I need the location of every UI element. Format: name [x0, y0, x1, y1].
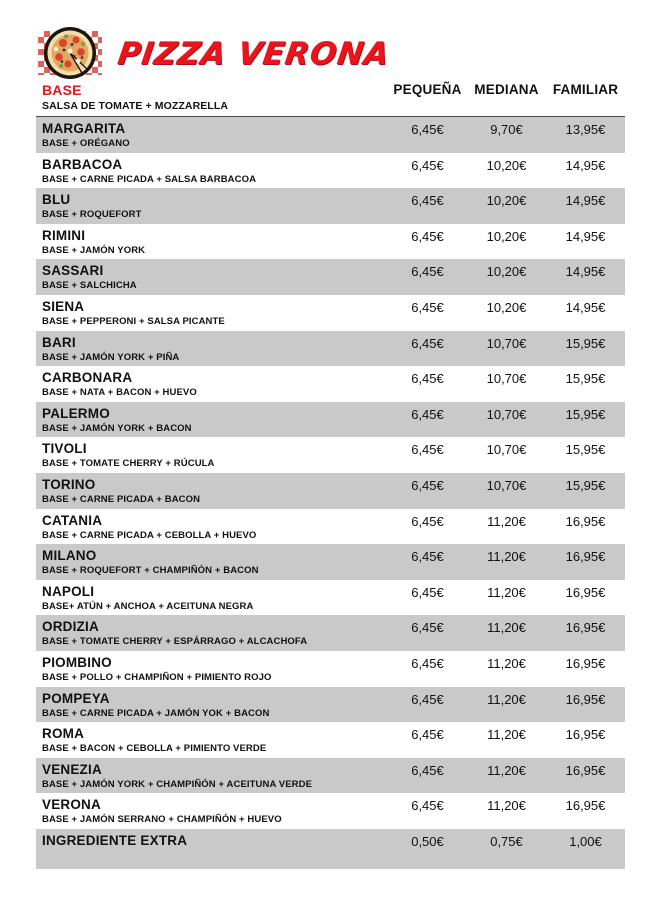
menu-row [36, 295, 625, 331]
price-mediana: 11,20€ [487, 620, 526, 636]
pizza-icon [38, 26, 102, 82]
pizza-ingredients: BASE + NATA + BACON + HUEVO [42, 387, 197, 399]
menu-row [36, 259, 625, 295]
menu-row [36, 793, 625, 829]
pizza-cell [36, 405, 388, 438]
menu-row [36, 117, 625, 153]
pizza-ingredients: BASE + CARNE PICADA + CEBOLLA + HUEVO [42, 529, 257, 541]
price-familiar: 16,95€ [565, 691, 606, 707]
pizza-name: CARBONARA [42, 370, 133, 386]
pizza-ingredients: BASE + JAMÓN YORK + PIÑA [42, 351, 180, 363]
menu-row [36, 580, 625, 616]
pizza-name: TIVOLI [42, 441, 87, 457]
pizza-name: INGREDIENTE EXTRA [42, 832, 188, 848]
pizza-name: PALERMO [42, 405, 110, 421]
price-pequena: 6,45€ [411, 655, 444, 671]
price-mediana: 11,20€ [487, 691, 526, 707]
menu-row [36, 366, 625, 402]
pizza-name: BLU [42, 192, 71, 208]
pizza-cell [36, 191, 388, 224]
menu-row [36, 153, 625, 189]
price-familiar: 16,95€ [565, 584, 606, 600]
pizza-ingredients: BASE + PEPPERONI + SALSA PICANTE [42, 315, 225, 327]
pizza-cell [36, 120, 388, 153]
pizza-name: VERONA [42, 797, 101, 813]
column-header-familiar: FAMILIAR [552, 82, 619, 97]
brand-header [38, 26, 392, 82]
pizza-ingredients: BASE + JAMÓN YORK [42, 244, 146, 256]
price-mediana: 11,20€ [487, 762, 526, 778]
price-familiar: 13,95€ [565, 122, 606, 137]
pizza-cell [36, 654, 388, 687]
menu-row [36, 331, 625, 367]
price-pequena: 6,45€ [411, 513, 444, 529]
pizza-name: SIENA [42, 298, 85, 314]
pizza-ingredients: BASE + BACON + CEBOLLA + PIMIENTO VERDE [42, 743, 267, 755]
pizza-name: MILANO [42, 548, 97, 564]
menu-row [36, 473, 625, 509]
pizza-ingredients: BASE + ROQUEFORT + CHAMPIÑÓN + BACON [42, 565, 259, 577]
pizza-cell [36, 547, 388, 580]
price-mediana: 10,70€ [486, 371, 527, 387]
price-pequena: 6,45€ [411, 584, 444, 600]
pizza-cell [36, 583, 388, 616]
pizza-cell [36, 262, 388, 295]
price-familiar: 14,95€ [565, 193, 606, 209]
pizza-cell [36, 369, 388, 402]
column-header-pequena: PEQUEÑA [393, 82, 462, 97]
pizza-cell [36, 440, 388, 473]
pizza-ingredients: BASE + SALCHICHA [42, 280, 137, 292]
price-pequena: 6,45€ [411, 193, 444, 209]
pizza-cell [36, 725, 388, 758]
pizza-name: BARBACOA [42, 156, 123, 172]
price-mediana: 10,70€ [486, 406, 527, 422]
price-mediana: 10,70€ [486, 442, 527, 458]
price-familiar: 14,95€ [565, 157, 606, 173]
menu-row [36, 402, 625, 438]
price-mediana: 10,20€ [486, 264, 527, 280]
base-label: BASE [42, 82, 82, 98]
pizza-cell [36, 156, 388, 189]
price-familiar: 14,95€ [565, 228, 606, 244]
menu-row [36, 651, 625, 687]
price-familiar: 1,00€ [569, 833, 602, 849]
price-familiar: 15,95€ [565, 442, 606, 458]
price-mediana: 11,20€ [487, 655, 526, 671]
pizza-cell [36, 512, 388, 545]
pizza-ingredients: BASE + TOMATE CHERRY + RÚCULA [42, 458, 215, 470]
pizza-ingredients: BASE + ROQUEFORT [42, 209, 142, 221]
pizza-ingredients: BASE + JAMÓN YORK + BACON [42, 422, 192, 434]
pizza-ingredients: BASE + CARNE PICADA + JAMÓN YOK + BACON [42, 707, 270, 719]
menu-row [36, 829, 625, 869]
pizza-ingredients: BASE + JAMÓN SERRANO + CHAMPIÑÓN + HUEVO [42, 814, 282, 826]
pizza-ingredients: BASE + CARNE PICADA + SALSA BARBACOA [42, 173, 257, 185]
price-pequena: 6,45€ [411, 228, 444, 244]
price-mediana: 10,20€ [486, 193, 527, 209]
pizza-name: RIMINI [42, 227, 86, 243]
pizza-name: TORINO [42, 476, 96, 492]
price-pequena: 6,45€ [411, 798, 444, 814]
price-familiar: 14,95€ [565, 299, 606, 315]
pizza-ingredients: BASE + POLLO + CHAMPIÑON + PIMIENTO ROJO [42, 671, 272, 683]
menu-row [36, 687, 625, 723]
menu-table [36, 116, 625, 869]
price-familiar: 14,95€ [565, 264, 606, 280]
pizza-ingredients: BASE+ ATÚN + ANCHOA + ACEITUNA NEGRA [42, 600, 254, 612]
price-familiar: 16,95€ [565, 549, 606, 565]
price-pequena: 6,45€ [411, 727, 444, 743]
pizza-name: CATANIA [42, 512, 103, 528]
pizza-name: VENEZIA [42, 761, 102, 777]
price-pequena: 6,45€ [411, 299, 444, 315]
pizza-logo [38, 26, 102, 82]
menu-row [36, 188, 625, 224]
menu-row [36, 544, 625, 580]
price-familiar: 16,95€ [565, 727, 606, 743]
price-pequena: 6,45€ [411, 762, 444, 778]
price-mediana: 11,20€ [487, 513, 526, 529]
price-mediana: 10,20€ [486, 228, 527, 244]
price-pequena: 6,45€ [411, 157, 444, 173]
pizza-name: NAPOLI [42, 583, 95, 599]
pizza-name: ROMA [42, 726, 85, 742]
pizza-cell [36, 690, 388, 723]
pizza-ingredients: BASE + ORÉGANO [42, 138, 130, 149]
pizza-cell [36, 334, 388, 367]
price-mediana: 10,20€ [486, 299, 527, 315]
pizza-ingredients: BASE + JAMÓN YORK + CHAMPIÑÓN + ACEITUNA VERDE [42, 778, 313, 790]
pizza-cell [36, 832, 388, 869]
price-mediana: 10,70€ [486, 335, 527, 351]
pizza-cell [36, 618, 388, 651]
price-mediana: 10,70€ [486, 477, 527, 493]
price-familiar: 16,95€ [565, 513, 606, 529]
pizza-name: MARGARITA [42, 121, 126, 136]
pizza-cell [36, 476, 388, 509]
menu-row [36, 758, 625, 794]
price-pequena: 6,45€ [411, 371, 444, 387]
price-familiar: 15,95€ [565, 406, 606, 422]
column-header-mediana: MEDIANA [474, 82, 539, 97]
menu-row [36, 224, 625, 260]
price-mediana: 11,20€ [487, 584, 526, 600]
price-familiar: 15,95€ [565, 477, 606, 493]
price-familiar: 16,95€ [565, 620, 606, 636]
price-pequena: 6,45€ [411, 406, 444, 422]
price-pequena: 6,45€ [411, 335, 444, 351]
price-familiar: 15,95€ [565, 371, 606, 387]
price-mediana: 9,70€ [490, 122, 523, 137]
menu-row [36, 509, 625, 545]
base-column-header [36, 82, 388, 100]
pizza-ingredients: BASE + CARNE PICADA + BACON [42, 493, 201, 505]
brand-title: PIZZA VERONA [115, 36, 392, 72]
pizza-cell [36, 227, 388, 260]
price-pequena: 6,45€ [411, 122, 444, 137]
price-pequena: 6,45€ [411, 264, 444, 280]
pizza-cell [36, 796, 388, 829]
price-pequena: 6,45€ [411, 691, 444, 707]
price-pequena: 6,45€ [411, 620, 444, 636]
pizza-name: ORDIZIA [42, 619, 99, 635]
pizza-name: SASSARI [42, 263, 104, 279]
pizza-cell [36, 761, 388, 794]
pizza-name: POMPEYA [42, 690, 110, 706]
price-mediana: 11,20€ [487, 798, 526, 814]
price-familiar: 16,95€ [565, 798, 606, 814]
price-mediana: 11,20€ [487, 549, 526, 565]
pizza-name: PIOMBINO [42, 654, 112, 670]
table-header-row [36, 82, 625, 100]
pizza-cell [36, 298, 388, 331]
price-mediana: 11,20€ [487, 727, 526, 743]
price-pequena: 6,45€ [411, 549, 444, 565]
price-familiar: 15,95€ [565, 335, 606, 351]
base-description: SALSA DE TOMATE + MOZZARELLA [42, 100, 229, 112]
price-familiar: 16,95€ [565, 762, 606, 778]
pizza-name: BARI [42, 334, 76, 350]
price-mediana: 10,20€ [486, 157, 527, 173]
menu-row [36, 722, 625, 758]
price-pequena: 0,50€ [411, 833, 444, 849]
menu-row [36, 437, 625, 473]
menu-row [36, 615, 625, 651]
price-familiar: 16,95€ [565, 655, 606, 671]
price-pequena: 6,45€ [411, 477, 444, 493]
price-pequena: 6,45€ [411, 442, 444, 458]
price-mediana: 0,75€ [490, 833, 523, 849]
pizza-ingredients: BASE + TOMATE CHERRY + ESPÁRRAGO + ALCACHOFA [42, 636, 308, 648]
